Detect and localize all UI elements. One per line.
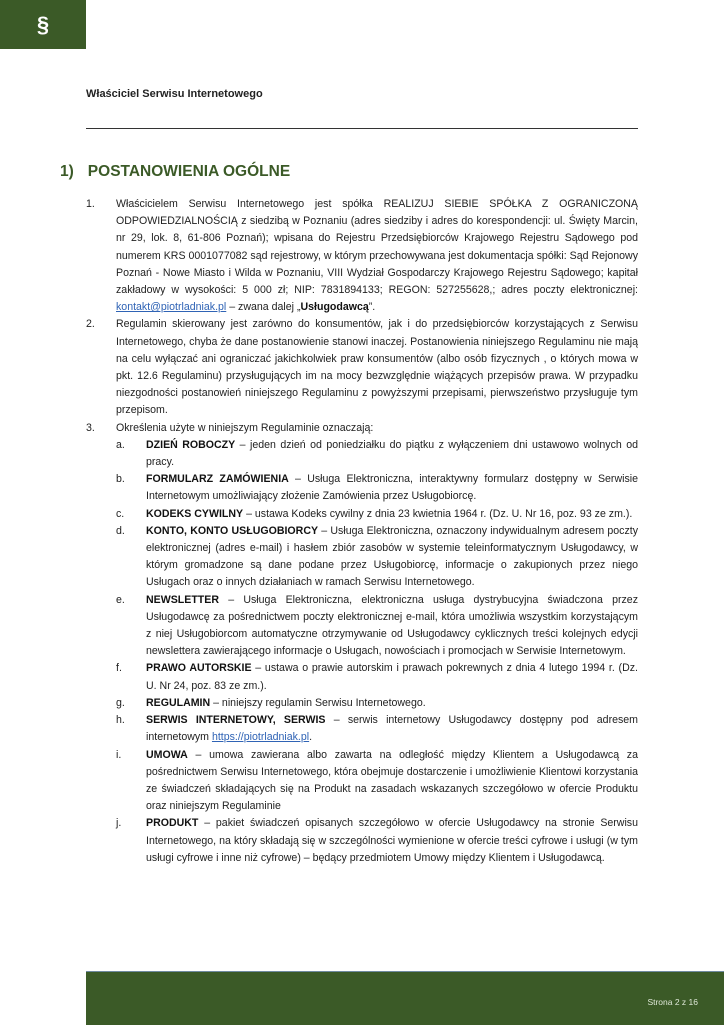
definition-body: – Usługa Elektroniczna, oznaczony indywidualnym adresem poczty elektronicznej (adres e-mail) i hasłem zbiór zasobów w systemie teleinformatycznym Usługodawcy, w którym gromadzone są dane podane przez Usługobiorcę, informacje o zakupionych przez niego Usługach oraz o innych działaniach w ramach Serwisu Internetowego. (146, 524, 638, 589)
defined-term: PRODUKT (146, 817, 199, 830)
definition-item (116, 695, 638, 712)
item-letter: g. (116, 696, 125, 709)
section-title: POSTANOWIENIA OGÓLNE (87, 163, 291, 180)
list-item-1 (86, 196, 638, 316)
email-link[interactable]: kontakt@piotrladniak.pl (116, 301, 227, 314)
list-item-2 (86, 316, 638, 419)
definition-body: – Usługa Elektroniczna, interaktywny formularz dostępny w Serwisie Internetowym umożliwiający złożenie Zamówienia przez Usługobiorcę. (146, 473, 639, 503)
divider (86, 128, 638, 129)
definition-text (146, 712, 638, 746)
item-letter: h. (116, 714, 125, 727)
section-number: 1) (60, 163, 74, 180)
defined-term: DZIEŃ ROBOCZY (146, 438, 236, 451)
definition-text (146, 506, 638, 523)
defined-term: KONTO, KONTO USŁUGOBIORCY (146, 524, 319, 537)
defined-term: UMOWA (146, 748, 188, 761)
item-text: Określenia użyte w niniejszym Regulaminie oznaczają: (116, 421, 374, 434)
page-footer (86, 971, 724, 1025)
definition-text (146, 437, 638, 471)
defined-term: KODEKS CYWILNY (146, 507, 244, 520)
section-sign-badge (0, 0, 86, 49)
definition-text (146, 471, 638, 505)
definition-body: – pakiet świadczeń opisanych szczegółowo w ofercie Usługodawcy na stronie Serwisu Internetowego, na który składają się w szczególności wymienione w ofercie treści cyfrowe i usługi (w tym usługi cyfrowe i inne niż cyfrowe) – będący przedmiotem Umowy między Klientem i Usługodawcą. (146, 817, 638, 864)
item-letter: f. (116, 662, 122, 675)
definition-text (146, 592, 638, 661)
owner-label: Właściciel Serwisu Internetowego (86, 88, 263, 100)
definition-text (146, 815, 638, 867)
section-heading (60, 163, 290, 181)
item-letter: j. (116, 817, 122, 830)
definition-item (116, 747, 638, 816)
item-letter: i. (116, 748, 122, 761)
item-text-part: ”. (368, 301, 376, 314)
definition-body: . (309, 731, 313, 744)
defined-term: Usługodawcą (300, 301, 369, 314)
definition-item (116, 660, 638, 694)
definition-text (146, 660, 638, 694)
definition-item (116, 815, 638, 867)
section-sign-icon: § (36, 11, 50, 37)
definition-body: – ustawa o prawie autorskim i prawach pokrewnych z dnia 4 lutego 1994 r. (Dz. U. Nr 24, poz. 83 ze zm.). (146, 662, 638, 692)
defined-term: NEWSLETTER (146, 593, 219, 606)
document-body (86, 196, 638, 867)
defined-term: FORMULARZ ZAMÓWIENIA (146, 473, 289, 486)
website-link[interactable]: https://piotrladniak.pl (211, 731, 310, 744)
definition-text (146, 523, 638, 592)
definition-text (146, 747, 638, 816)
item-text: Regulamin skierowany jest zarówno do konsumentów, jak i do przedsiębiorców korzystających z Serwisu Internetowego, chyba że dane postanowienie stanowi inaczej. Postanowienia niniejszego Regulaminu nie mają na celu wyłączać ani ograniczać jakichkolwiek praw konsumentów (albo osób fizycznych , o których mowa w pkt. 12.6 Regulaminu) przysługujących im na mocy bezwzględnie wiążących przepisów prawa. W przypadku niezgodności postanowień niniejszego Regulaminu z powyższymi przepisami, pierwszeństwo przysługuje tym przepisom. (116, 318, 638, 417)
list-item-3 (86, 420, 638, 437)
definitions-list (116, 437, 638, 867)
definition-body: – serwis internetowy Usługodawcy dostępny pod adresem internetowym (146, 714, 639, 744)
item-number: 1. (86, 198, 95, 210)
defined-term: PRAWO AUTORSKIE (146, 662, 252, 675)
item-letter: d. (116, 524, 125, 537)
definition-text (146, 695, 638, 712)
item-letter: b. (116, 473, 125, 486)
page-number: Strona 2 z 16 (647, 997, 698, 1007)
definition-body: – jeden dzień od poniedziałku do piątku z wyłączeniem dni ustawowo wolnych od pracy. (146, 438, 639, 469)
item-number: 3. (86, 421, 95, 434)
item-text (116, 196, 638, 316)
defined-term: REGULAMIN (146, 696, 211, 709)
definition-item (116, 523, 638, 592)
definition-item (116, 437, 638, 471)
item-number: 2. (86, 318, 95, 331)
definition-body: – Usługa Elektroniczna, elektroniczna usługa dystrybucyjna świadczona przez Usługodawcę za pośrednictwem poczty elektronicznej e-mail, która umożliwia wszystkim korzystającym z niej Usługobiorcom automatyczne otrzymywanie od Usługodawcy cyklicznych treści kolejnych edycji newslettera zawierającego informacje o Usługach, nowościach i promocjach w Serwisie Internetowym. (146, 593, 638, 658)
definition-item (116, 471, 638, 505)
item-text-part: Właścicielem Serwisu Internetowego jest spółka REALIZUJ SIEBIE SPÓŁKA Z OGRANICZONĄ ODPOWIEDZIALNOŚCIĄ z siedzibą w Poznaniu (adres siedziby i adres do korespondencji: ul. Święty Marcin, nr 29, lok. 8, 61-806 Poznań); wpisana do Rejestru Przedsiębiorców Krajowego Rejestru Sądowego pod numerem KRS 0001077082 sąd rejestrowy, w którym przechowywana jest dokumentacja spółki: Sąd Rejonowy Poznań - Nowe Miasto i Wilda w Poznaniu, VIII Wydział Gospodarczy Krajowego Rejestru Sądowego; kapitał zakładowy w wysokości: 5 000 zł; NIP: 7831894133; REGON: 527255628,; adres poczty elektronicznej: (116, 198, 638, 297)
definition-body: – umowa zawierana albo zawarta na odległość między Klientem a Usługodawcą za pośrednictwem Serwisu Internetowego, która obejmuje dostarczenie i umożliwienie Klientowi korzystania ze świadczeń składających się na Produkt na zasadach wskazanych szczegółowo w ofercie Produktu oraz niniejszym Regulaminie (146, 748, 638, 813)
item-letter: a. (116, 438, 125, 451)
definition-item (116, 592, 638, 661)
definition-body: – ustawa Kodeks cywilny z dnia 23 kwietnia 1964 r. (Dz. U. Nr 16, poz. 93 ze zm.). (243, 507, 633, 520)
item-letter: e. (116, 593, 125, 606)
definition-body: – niniejszy regulamin Serwisu Internetowego. (210, 696, 426, 709)
definition-item (116, 712, 638, 746)
definition-item (116, 506, 638, 523)
item-letter: c. (116, 507, 125, 520)
item-text-part: – zwana dalej „ (226, 301, 301, 314)
defined-term: SERWIS INTERNETOWY, SERWIS (146, 714, 326, 727)
